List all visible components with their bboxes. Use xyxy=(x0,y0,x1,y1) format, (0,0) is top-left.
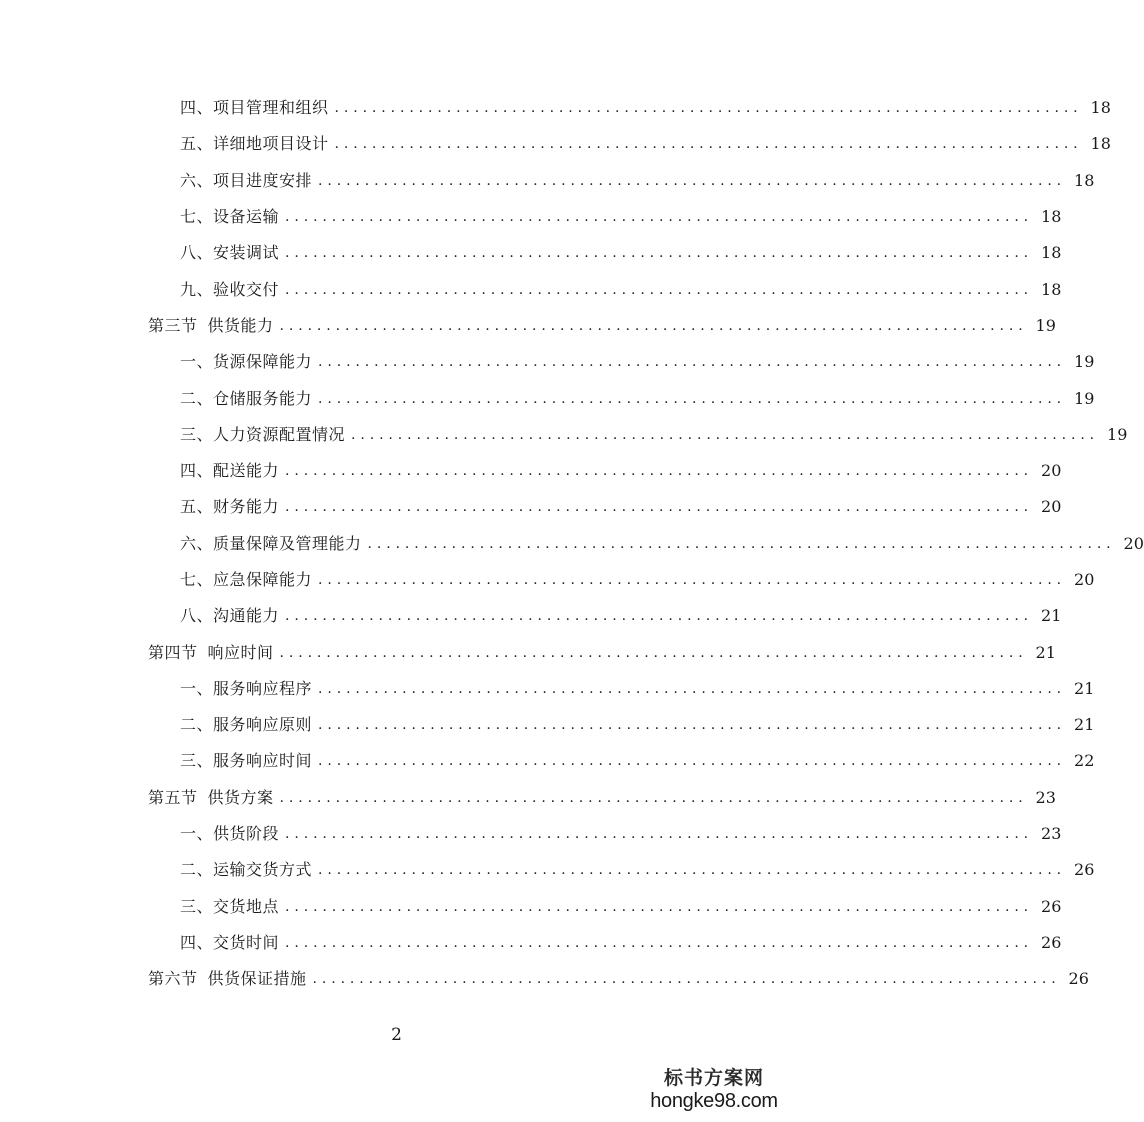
toc-entry-text: 供货能力 xyxy=(207,315,274,335)
toc-dot-leader: ................................................................................ xyxy=(318,390,1067,407)
toc-entry-text: 二、服务响应原则 xyxy=(180,715,313,735)
toc-entry-text: 三、服务响应时间 xyxy=(180,751,313,771)
toc-page-number: 18 xyxy=(1074,170,1095,190)
toc-section-label: 第六节 xyxy=(148,969,198,989)
toc-entry-title xyxy=(180,279,280,299)
watermark-chinese-text: 标书方案网 xyxy=(663,1067,764,1090)
toc-page-number: 19 xyxy=(1035,315,1056,335)
toc-dot-leader: ................................................................................ xyxy=(285,934,1034,951)
toc-entry-text: 五、财务能力 xyxy=(180,497,280,517)
toc-entry-title xyxy=(180,100,329,116)
toc-page-number: 20 xyxy=(1123,533,1144,553)
toc-page-number: 19 xyxy=(1074,388,1095,408)
toc-entry-title xyxy=(180,717,312,733)
toc-entry-row xyxy=(0,707,1095,743)
toc-section-row xyxy=(0,634,1056,670)
toc-dot-leader: ................................................................................ xyxy=(318,753,1067,770)
toc-dot-leader: ................................................................................ xyxy=(279,317,1028,334)
toc-dot-leader: ................................................................................ xyxy=(367,535,1116,552)
toc-entry-title xyxy=(180,354,312,370)
toc-entry-row xyxy=(0,743,1095,779)
toc-page-number: 20 xyxy=(1074,570,1095,589)
toc-entry-row xyxy=(0,235,1062,271)
toc-entry-text: 供货保证措施 xyxy=(207,969,307,989)
toc-dot-leader: ................................................................................ xyxy=(285,463,1034,480)
toc-section-label: 第四节 xyxy=(148,642,198,662)
toc-entry-text: 九、验收交付 xyxy=(180,279,280,299)
toc-page-number: 20 xyxy=(1041,461,1062,481)
toc-entry-text: 二、仓储服务能力 xyxy=(180,388,313,408)
toc-entry-title xyxy=(180,862,312,878)
toc-entry-title xyxy=(180,896,280,916)
toc-entry-title xyxy=(180,678,313,698)
toc-page-number: 18 xyxy=(1090,134,1111,154)
toc-entry-title xyxy=(148,787,274,807)
toc-entry-row xyxy=(0,344,1095,380)
toc-dot-leader: ................................................................................ xyxy=(285,281,1034,298)
toc-entry-text: 响应时间 xyxy=(207,642,274,662)
toc-entry-row xyxy=(0,562,1095,598)
toc-entry-row xyxy=(0,598,1062,634)
toc-entry-row xyxy=(0,489,1062,525)
toc-entry-title xyxy=(180,753,312,769)
toc-entry-title xyxy=(180,499,279,515)
toc-entry-title xyxy=(148,971,307,987)
toc-dot-leader: ................................................................................ xyxy=(334,100,1083,117)
toc-dot-leader: ................................................................................ xyxy=(318,717,1067,734)
toc-page-number: 21 xyxy=(1041,606,1062,626)
toc-entry-title xyxy=(180,136,329,152)
toc-entry-text: 五、详细地项目设计 xyxy=(180,134,329,154)
toc-page-number: 21 xyxy=(1035,642,1056,662)
toc-page-number: 26 xyxy=(1041,896,1062,916)
toc-entry-row xyxy=(0,852,1095,888)
toc-section-row xyxy=(0,780,1056,816)
table-of-contents xyxy=(0,90,1144,997)
toc-page-number: 21 xyxy=(1074,678,1095,698)
toc-entry-row xyxy=(0,380,1095,416)
toc-entry-title xyxy=(180,826,279,842)
toc-entry-text: 三、交货地点 xyxy=(180,896,280,916)
toc-dot-leader: ................................................................................ xyxy=(318,354,1067,371)
toc-entry-text: 六、质量保障及管理能力 xyxy=(180,533,362,553)
toc-entry-row xyxy=(0,271,1062,307)
toc-dot-leader: ................................................................................ xyxy=(318,172,1067,189)
toc-page-number: 18 xyxy=(1090,98,1111,118)
toc-entry-text: 三、人力资源配置情况 xyxy=(180,424,346,444)
toc-entry-title xyxy=(148,642,274,662)
toc-entry-text: 八、安装调试 xyxy=(180,243,280,263)
toc-page-number: 18 xyxy=(1041,243,1062,263)
toc-dot-leader: ................................................................................ xyxy=(318,572,1067,588)
toc-dot-leader: ................................................................................ xyxy=(279,789,1028,806)
watermark-url-text: hongke98.com xyxy=(650,1090,778,1112)
toc-entry-title xyxy=(180,463,279,479)
toc-page-number: 20 xyxy=(1041,497,1062,517)
toc-entry-text: 一、货源保障能力 xyxy=(180,352,313,372)
toc-section-row xyxy=(0,961,1089,997)
toc-entry-row xyxy=(0,671,1095,707)
toc-entry-row xyxy=(0,417,1128,453)
toc-entry-text: 二、运输交货方式 xyxy=(180,860,313,880)
toc-page-number: 23 xyxy=(1035,787,1056,807)
toc-dot-leader: ................................................................................ xyxy=(285,499,1034,516)
site-watermark xyxy=(649,1067,779,1112)
toc-entry-title xyxy=(180,572,312,588)
toc-entry-text: 八、沟通能力 xyxy=(180,606,280,626)
toc-entry-title xyxy=(180,424,346,444)
toc-entry-title xyxy=(180,608,279,624)
toc-dot-leader: ................................................................................ xyxy=(351,426,1100,443)
toc-entry-text: 一、供货阶段 xyxy=(180,824,280,844)
toc-dot-leader: ................................................................................ xyxy=(318,680,1067,697)
toc-dot-leader: ................................................................................ xyxy=(285,898,1034,915)
toc-page-number: 19 xyxy=(1107,424,1128,444)
toc-page-number: 23 xyxy=(1041,824,1062,844)
toc-dot-leader: ................................................................................ xyxy=(312,971,1061,988)
toc-entry-row xyxy=(0,126,1111,162)
toc-entry-title xyxy=(148,315,274,335)
toc-entry-row xyxy=(0,453,1062,489)
toc-dot-leader: ................................................................................ xyxy=(285,245,1034,262)
toc-page-number: 19 xyxy=(1074,352,1095,372)
toc-page-number: 26 xyxy=(1074,860,1095,880)
toc-entry-title xyxy=(180,245,279,261)
toc-entry-row xyxy=(0,163,1095,199)
toc-entry-text: 六、项目进度安排 xyxy=(180,170,313,190)
toc-entry-title xyxy=(180,533,362,553)
toc-entry-text: 七、应急保障能力 xyxy=(180,570,313,589)
toc-dot-leader: ................................................................................ xyxy=(285,826,1034,843)
toc-page-number: 26 xyxy=(1068,969,1089,989)
toc-entry-title xyxy=(180,388,313,408)
toc-page-number: 18 xyxy=(1041,207,1062,227)
toc-entry-row xyxy=(0,199,1062,235)
toc-entry-row xyxy=(0,90,1111,126)
toc-page-number: 21 xyxy=(1074,715,1095,735)
toc-entry-row xyxy=(0,526,1144,562)
toc-entry-row xyxy=(0,925,1062,961)
toc-entry-text: 七、设备运输 xyxy=(180,207,280,227)
toc-dot-leader: ................................................................................ xyxy=(285,209,1034,226)
toc-entry-title xyxy=(180,170,313,190)
toc-section-label: 第三节 xyxy=(148,315,198,335)
toc-page-number: 26 xyxy=(1041,932,1062,952)
toc-entry-row xyxy=(0,816,1062,852)
toc-section-label: 第五节 xyxy=(148,787,198,807)
toc-section-row xyxy=(0,308,1056,344)
toc-dot-leader: ................................................................................ xyxy=(318,862,1067,879)
toc-dot-leader: ................................................................................ xyxy=(285,608,1034,625)
toc-dot-leader: ................................................................................ xyxy=(334,136,1083,153)
toc-entry-text: 四、交货时间 xyxy=(180,932,280,952)
toc-entry-text: 供货方案 xyxy=(207,787,274,807)
toc-entry-text: 四、项目管理和组织 xyxy=(180,98,329,118)
toc-dot-leader: ................................................................................ xyxy=(279,644,1028,661)
toc-page-number: 18 xyxy=(1041,279,1062,299)
toc-entry-row xyxy=(0,889,1062,925)
toc-entry-text: 一、服务响应程序 xyxy=(180,678,313,698)
toc-page-number: 22 xyxy=(1074,751,1095,771)
toc-entry-text: 四、配送能力 xyxy=(180,461,280,481)
toc-entry-title xyxy=(180,209,279,225)
page-number: 2 xyxy=(391,1025,402,1045)
toc-entry-title xyxy=(180,932,280,952)
